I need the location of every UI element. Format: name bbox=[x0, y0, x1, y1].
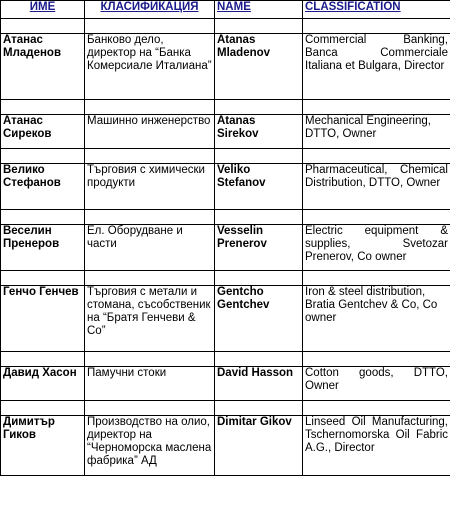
classification-en-cell: Pharmaceutical, Chemical Distribution, DTTO, Owner bbox=[303, 164, 450, 210]
table-row bbox=[1, 225, 450, 271]
name-bg-cell: Велико Стефанов bbox=[1, 164, 85, 210]
name-en-cell: Gentcho Gentchev bbox=[215, 286, 303, 352]
name-en-cell: Vesselin Prenerov bbox=[215, 225, 303, 271]
table-row bbox=[1, 416, 450, 476]
classification-bg-cell: Памучни стоки bbox=[85, 367, 215, 401]
table-row bbox=[1, 164, 450, 210]
classification-en-cell: Linseed Oil Manufacturing, Tschernomorska Oil Fabric A.G., Director bbox=[303, 416, 450, 476]
name-bg-cell: Давид Хасон bbox=[1, 367, 85, 401]
name-en-cell: Atanas Mladenov bbox=[215, 34, 303, 100]
name-en-cell: Atanas Sirekov bbox=[215, 115, 303, 149]
classification-bg-cell: Търговия с химически продукти bbox=[85, 164, 215, 210]
name-en-cell: David Hasson bbox=[215, 367, 303, 401]
spacer-row bbox=[1, 352, 450, 367]
header-row bbox=[1, 1, 450, 19]
table-row bbox=[1, 286, 450, 352]
name-bg-cell: Генчо Генчев bbox=[1, 286, 85, 352]
spacer-row bbox=[1, 19, 450, 34]
header-name-en: NAME bbox=[215, 1, 303, 19]
classification-bg-cell: Производство на олио, директор на “Черноморска маслена фабрика” АД bbox=[85, 416, 215, 476]
name-en-cell: Veliko Stefanov bbox=[215, 164, 303, 210]
spacer-row bbox=[1, 271, 450, 286]
name-bg-cell: Веселин Пренеров bbox=[1, 225, 85, 271]
header-classification-bg: КЛАСИФИКАЦИЯ bbox=[85, 1, 215, 19]
classification-en-cell: Iron & steel distribution, Bratia Gentchev & Co, Co owner bbox=[303, 286, 450, 352]
header-name-bg: ИМЕ bbox=[1, 1, 85, 19]
classification-bg-cell: Банково дело, директор на “Банка Комерсиале Италиана” bbox=[85, 34, 215, 100]
table-row bbox=[1, 115, 450, 149]
name-bg-cell: Димитър Гиков bbox=[1, 416, 85, 476]
table-row bbox=[1, 34, 450, 100]
name-bg-cell: Атанас Сиреков bbox=[1, 115, 85, 149]
name-bg-cell: Атанас Младенов bbox=[1, 34, 85, 100]
spacer-row bbox=[1, 149, 450, 164]
classification-bg-cell: Търговия с метали и стомана, съсобственик на “Братя Генчеви & Co” bbox=[85, 286, 215, 352]
spacer-row bbox=[1, 100, 450, 115]
classification-bg-cell: Ел. Оборудване и части bbox=[85, 225, 215, 271]
classification-en-cell: Cotton goods, DTTO, Owner bbox=[303, 367, 450, 401]
classification-en-cell: Mechanical Engineering, DTTO, Owner bbox=[303, 115, 450, 149]
spacer-row bbox=[1, 401, 450, 416]
classification-en-cell: Commercial Banking, Banca Commerciale Italiana et Bulgara, Director bbox=[303, 34, 450, 100]
table-row bbox=[1, 367, 450, 401]
spacer-row bbox=[1, 210, 450, 225]
header-classification-en: CLASSIFICATION bbox=[303, 1, 450, 19]
classification-en-cell: Electric equipment & supplies, Svetozar Prenerov, Co owner bbox=[303, 225, 450, 271]
classification-bg-cell: Машинно инженерство bbox=[85, 115, 215, 149]
name-en-cell: Dimitar Gikov bbox=[215, 416, 303, 476]
